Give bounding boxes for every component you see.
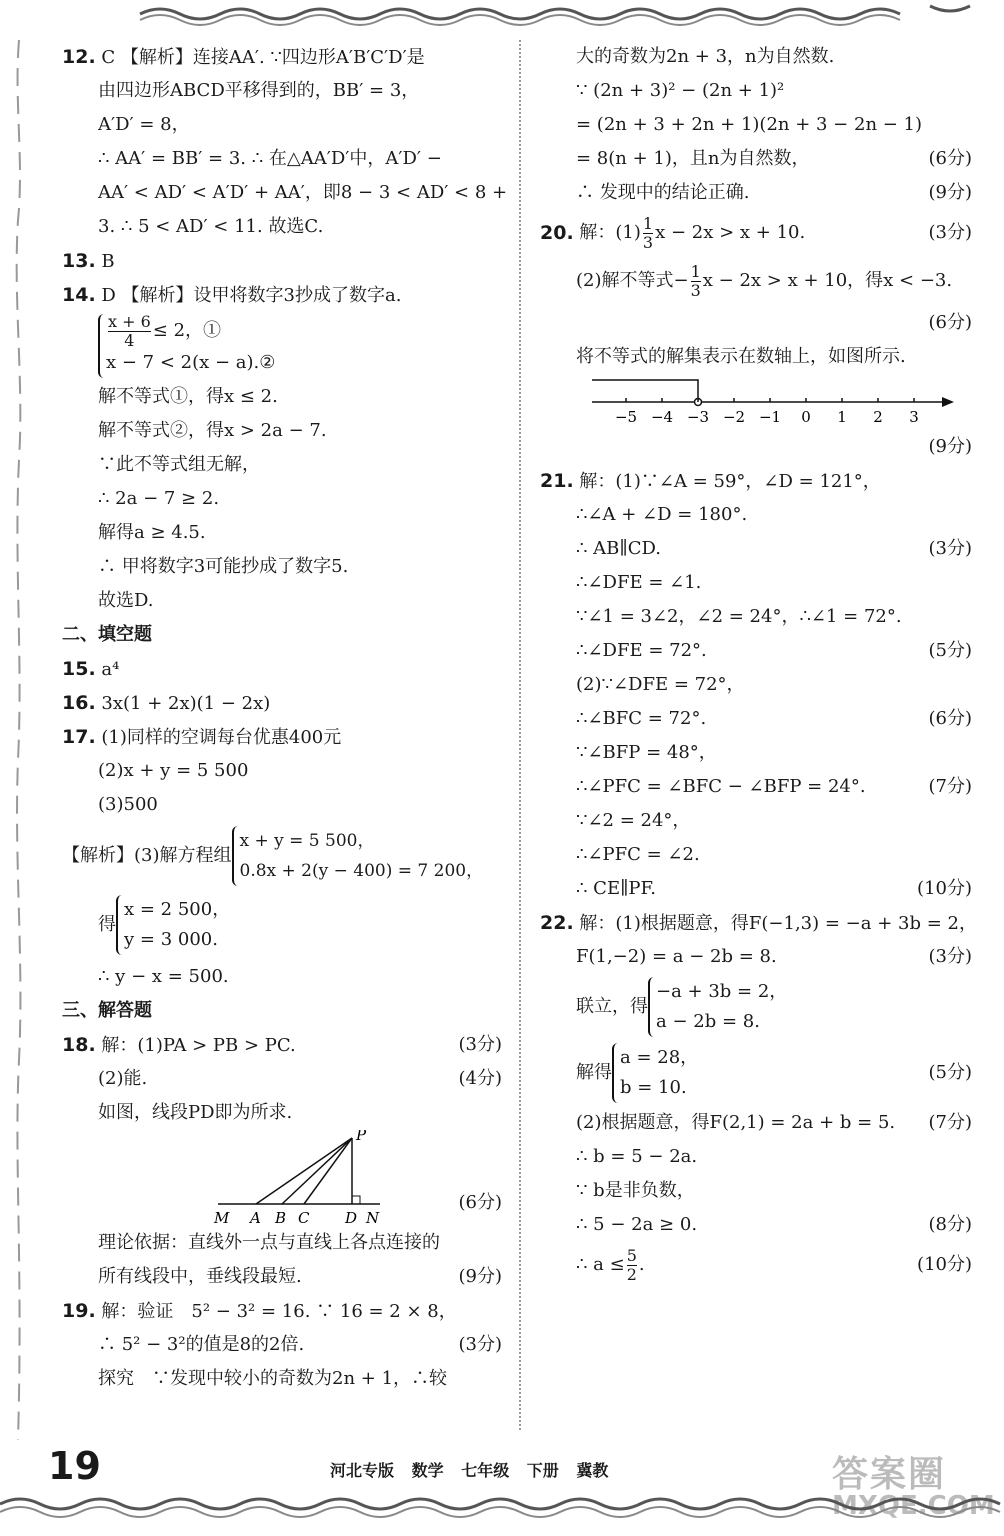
- q20-number-line-row: [540, 374, 972, 430]
- q12-line: 3. ∴ 5 < AD′ < 11. 故选C.: [98, 216, 324, 237]
- score-mark: (7分): [928, 776, 972, 797]
- q22-line: F(1,−2) = a − 2b = 8.: [576, 946, 777, 967]
- axis-tick-label: −4: [650, 408, 674, 426]
- q22-eq2: a − 2b = 8.: [656, 1011, 760, 1032]
- axis-tick-label: −5: [614, 408, 638, 426]
- q21-line: ∴ CE∥PF.: [576, 878, 656, 899]
- score-mark: (6分): [928, 312, 972, 333]
- q22-line: ∴ b = 5 − 2a.: [576, 1146, 698, 1167]
- q22-eq1: −a + 3b = 2，: [656, 981, 788, 1002]
- q17-sol1: x = 2 500，: [124, 899, 231, 920]
- column-divider: [519, 40, 521, 1430]
- q19-continued-line: 大的奇数为2n + 3，n为自然数.: [576, 46, 835, 67]
- point-label: C: [298, 1209, 310, 1226]
- q21-line: ∵∠2 = 24°，: [576, 810, 691, 831]
- q22-line: ∵ b是非负数，: [576, 1180, 695, 1201]
- score-mark: (3分): [928, 946, 972, 967]
- score-mark: (3分): [458, 1334, 502, 1355]
- q17-number: 17.: [62, 726, 96, 748]
- q22-line: ∴ 5 − 2a ≥ 0.: [576, 1214, 698, 1235]
- axis-tick-label: 2: [873, 408, 883, 426]
- q21-line: ∵∠BFP = 48°，: [576, 742, 717, 763]
- point-label: B: [275, 1209, 287, 1226]
- q22-system: [540, 974, 972, 1040]
- frac-denominator: 2: [626, 1264, 637, 1284]
- watermark-url: MXQE.COM: [832, 1491, 995, 1521]
- bottom-wave-border: [0, 1486, 1004, 1530]
- q14-line: 解得a ≥ 4.5.: [98, 522, 206, 543]
- q17-sol2: y = 3 000.: [124, 929, 218, 950]
- q14-line: D 【解析】设甲将数字3抄成了数字a.: [101, 285, 402, 306]
- q15-number: 15.: [62, 658, 96, 680]
- q22-final: ∴ a ≤ $\frac{5}{2}$ . (10分): [576, 1245, 972, 1284]
- q18-line: 如图，线段PD即为所求.: [98, 1102, 293, 1123]
- score-mark: (5分): [928, 1062, 972, 1083]
- score-mark: (9分): [928, 436, 972, 457]
- frac-numerator: 5: [626, 1245, 637, 1265]
- right-column: [540, 40, 977, 1288]
- q21-line: ∴∠PFC = ∠2.: [576, 844, 700, 865]
- q12-line: C 【解析】连接AA′. ∵四边形A′B′C′D′是: [101, 47, 425, 68]
- q18-line: 所有线段中，垂线段最短.: [98, 1266, 302, 1287]
- q17-line: (3)500: [98, 794, 158, 815]
- q20-text: 将不等式的解集表示在数轴上，如图所示.: [576, 346, 906, 367]
- score-mark: (7分): [928, 1112, 972, 1133]
- q17-eq1: x + y = 5 500，: [239, 831, 375, 851]
- q20-fraction: [643, 215, 653, 252]
- frac-numerator: 1: [642, 213, 654, 233]
- score-mark: (8分): [928, 1214, 972, 1235]
- section-heading-answer: 三、解答题: [62, 1000, 152, 1021]
- number-line: [592, 374, 962, 430]
- q22-fraction: [627, 1247, 637, 1284]
- q18-geometry-figure: [212, 1130, 382, 1226]
- q21-line: (2)∵∠DFE = 72°，: [576, 674, 745, 695]
- q21-line: ∴∠A + ∠D = 180°.: [576, 504, 748, 525]
- score-mark: (10分): [917, 1254, 972, 1275]
- q16-answer: 3x(1 + 2x)(1 − 2x): [101, 693, 271, 714]
- axis-tick-label: −2: [722, 408, 746, 426]
- point-label: A: [250, 1209, 261, 1226]
- q22-sol1: a = 28，: [620, 1047, 699, 1068]
- q19-continued-line: = (2n + 3 + 2n + 1)(2n + 3 − 2n − 1): [576, 114, 923, 135]
- q20-text: (2)解不等式−: [576, 270, 689, 291]
- q14-line: ∵此不等式组无解，: [98, 454, 260, 475]
- footer-volume: 下册: [526, 1461, 559, 1480]
- q19-line: ∴ 5² − 3²的值是8的2倍.: [98, 1334, 305, 1355]
- section-heading-fill-blank: 二、填空题: [62, 624, 152, 645]
- score-mark: (3分): [928, 222, 972, 243]
- q21-line: ∴∠DFE = ∠1.: [576, 572, 702, 593]
- q21-number: 21.: [540, 470, 574, 492]
- frac-denominator: 3: [642, 232, 654, 252]
- q17-system: [62, 822, 502, 890]
- frac-denominator: 3: [690, 280, 701, 300]
- q20-fraction: [691, 263, 701, 300]
- q21-line: ∵∠1 = 3∠2，∠2 = 24°，∴∠1 = 72°.: [576, 606, 902, 627]
- footer-info: [330, 1458, 608, 1481]
- q17-analysis-label: 【解析】(3)解方程组: [62, 845, 232, 866]
- q19-line: 探究 ∵发现中较小的奇数为2n + 1，∴较: [98, 1368, 448, 1389]
- axis-tick-label: 0: [801, 408, 811, 426]
- q19-line: 解：验证 5² − 3² = 16. ∵ 16 = 2 × 8，: [101, 1301, 457, 1322]
- q16-number: 16.: [62, 692, 96, 714]
- q22-line: (2)根据题意，得F(2,1) = 2a + b = 5.: [576, 1112, 896, 1133]
- q20-number: 20.: [540, 222, 574, 244]
- q19-continued-line: ∴ 发现中的结论正确.: [576, 182, 750, 203]
- q15-answer: a⁴: [101, 659, 120, 680]
- score-mark: (9分): [928, 182, 972, 203]
- q18-line: (2)能.: [98, 1068, 148, 1089]
- q12-line: A′D′ = 8，: [98, 114, 190, 135]
- score-mark: (9分): [458, 1266, 502, 1287]
- footer-grade: 七年级: [461, 1461, 510, 1480]
- q14-eq2: x − 7 < 2(x − a).②: [106, 352, 276, 373]
- q18-line: 理论依据：直线外一点与直线上各点连接的: [98, 1232, 440, 1253]
- q19-number: 19.: [62, 1300, 96, 1322]
- point-label: P: [356, 1130, 367, 1144]
- q19-continued-line: = 8(n + 1)，且n为自然数，: [576, 148, 810, 169]
- q17-line: (1)同样的空调每台优惠400元: [101, 727, 342, 748]
- score-mark: (6分): [928, 708, 972, 729]
- q13-number: 13.: [62, 250, 96, 272]
- q18-line: 解：(1)PA > PB > PC.: [101, 1035, 296, 1056]
- footer-subject: 数学: [411, 1461, 444, 1480]
- footer-edition: 冀教: [576, 1461, 609, 1480]
- axis-tick-label: −3: [686, 408, 710, 426]
- point-label: D: [345, 1209, 358, 1226]
- q14-line: 解不等式①，得x ≤ 2.: [98, 386, 278, 407]
- left-column: [62, 40, 508, 1396]
- top-wave-border: [0, 0, 1004, 28]
- score-mark: (5分): [928, 640, 972, 661]
- q18-figure-row: [62, 1130, 502, 1226]
- footer-region: 河北专版: [330, 1461, 395, 1480]
- q17-solution: [62, 890, 502, 960]
- q12-line: ∴ AA′ = BB′ = 3. ∴ 在△AA′D′中，A′D′ −: [98, 148, 442, 169]
- watermark-title: 答案圈: [832, 1454, 947, 1495]
- q14-line: ∴ 甲将数字3可能抄成了数字5.: [98, 556, 349, 577]
- q22-number: 22.: [540, 912, 574, 934]
- q22-text: 联立，得: [576, 996, 648, 1017]
- q14-line: 解不等式②，得x > 2a − 7.: [98, 420, 327, 441]
- q21-line: ∴ AB∥CD.: [576, 538, 661, 559]
- frac-numerator: x + 6: [108, 311, 151, 331]
- q20-line2: [540, 256, 972, 306]
- binding-edge: [10, 40, 28, 1440]
- q17-line: ∴ y − x = 500.: [98, 966, 229, 987]
- q17-line: (2)x + y = 5 500: [98, 760, 249, 781]
- q14-system: [62, 312, 502, 380]
- q22-text: ∴ a ≤: [576, 1254, 625, 1275]
- q22-sol2: b = 10.: [620, 1077, 687, 1098]
- score-mark: (3分): [458, 1034, 502, 1055]
- q14-number: 14.: [62, 284, 96, 306]
- frac-denominator: 4: [124, 330, 135, 350]
- q20-text: x − 2x > x + 10，得x < −3.: [702, 270, 953, 291]
- q18-number: 18.: [62, 1034, 96, 1056]
- score-mark: (3分): [928, 538, 972, 559]
- q22-text: 解得: [576, 1062, 612, 1083]
- q14-line: ∴ 2a − 7 ≥ 2.: [98, 488, 220, 509]
- q12-number: 12.: [62, 46, 96, 68]
- frac-numerator: 1: [690, 261, 701, 281]
- q21-line: ∴∠PFC = ∠BFC − ∠BFP = 24°.: [576, 776, 866, 797]
- q14-eq1-rest: ≤ 2，①: [152, 320, 222, 341]
- q20-line1: [540, 210, 972, 256]
- q12-line: 由四边形ABCD平移得到的，BB′ = 3，: [98, 80, 420, 101]
- q21-line: 解：(1)∵∠A = 59°，∠D = 121°，: [579, 471, 881, 492]
- q21-line: ∴∠DFE = 72°.: [576, 640, 707, 661]
- q19-continued-line: ∵ (2n + 3)² − (2n + 1)²: [576, 80, 785, 101]
- q14-fraction: [108, 313, 151, 350]
- q17-eq2: 0.8x + 2(y − 400) = 7 200，: [239, 861, 484, 881]
- point-label: N: [366, 1209, 380, 1226]
- score-mark: (10分): [917, 878, 972, 899]
- q12-line: AA′ < AD′ < A′D′ + AA′，即8 − 3 < AD′ < 8 +: [98, 182, 508, 203]
- q17-de-label: 得: [98, 914, 116, 935]
- axis-tick-label: 1: [837, 408, 847, 426]
- score-mark: (4分): [458, 1068, 502, 1089]
- score-mark: (6分): [928, 148, 972, 169]
- q22-line: 解：(1)根据题意，得F(−1,3) = −a + 3b = 2，: [579, 913, 977, 934]
- q14-line: 故选D.: [98, 590, 154, 611]
- score-mark: (6分): [458, 1192, 502, 1213]
- q20-text: x − 2x > x + 10.: [655, 222, 806, 243]
- point-label: M: [214, 1209, 230, 1226]
- q22-solution: [540, 1040, 972, 1106]
- q13-answer: B: [101, 251, 115, 272]
- q21-line: ∴∠BFC = 72°.: [576, 708, 707, 729]
- axis-tick-label: 3: [909, 408, 919, 426]
- page-number: 19: [48, 1444, 101, 1488]
- axis-tick-label: −1: [758, 408, 782, 426]
- q20-text: 解：(1): [579, 222, 641, 243]
